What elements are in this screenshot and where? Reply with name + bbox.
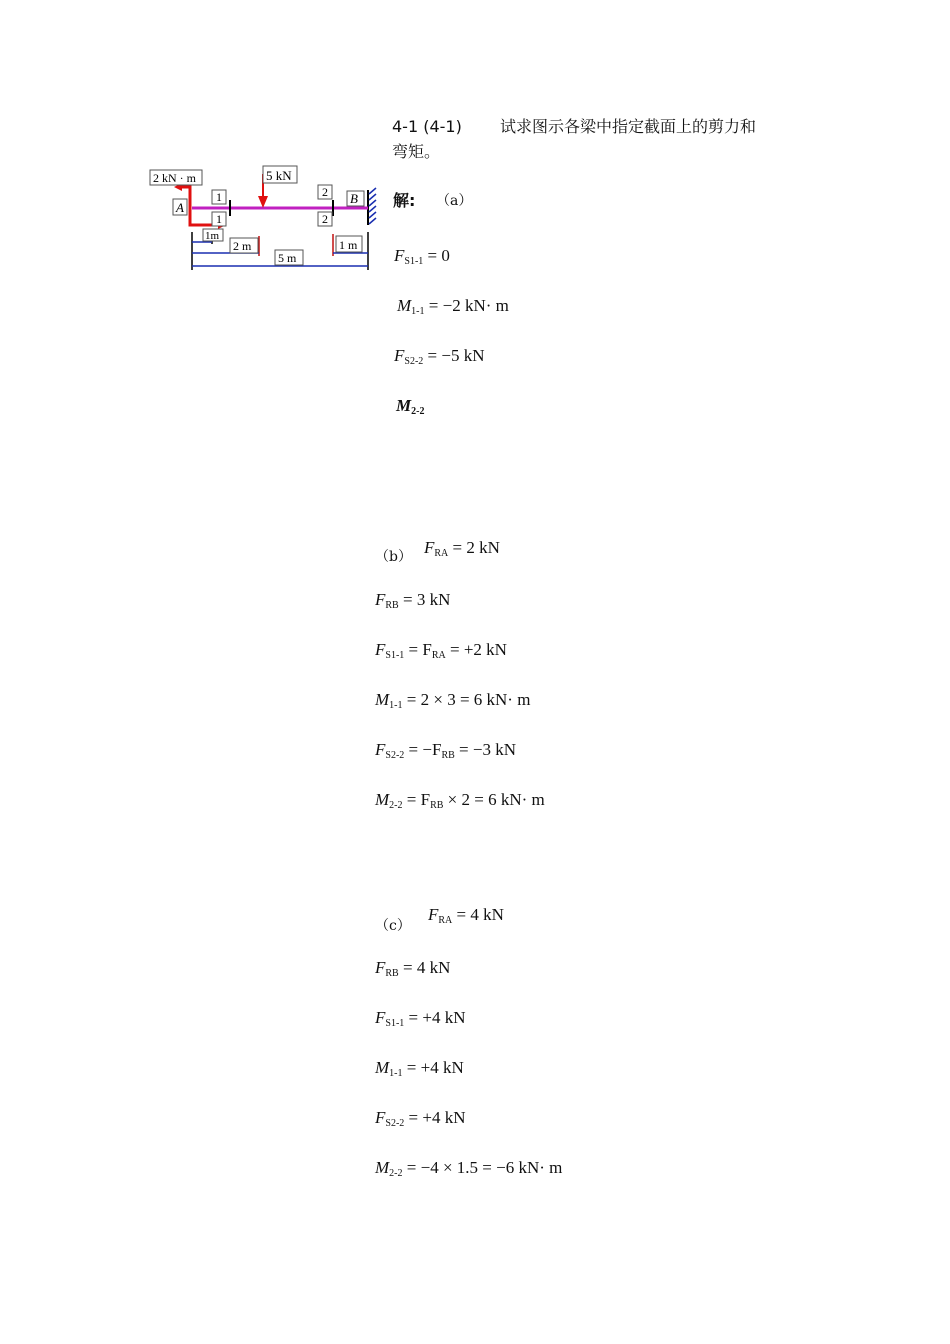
eq-b-2: $F_{RB} = 3$ kN xyxy=(375,590,451,611)
solution-heading: 解: xyxy=(393,191,416,210)
moment-label: 2 kN · m xyxy=(153,171,196,185)
dim-1m-right: 1 m xyxy=(339,238,358,252)
point-b-label: B xyxy=(350,191,358,206)
solution-a-label: （a） xyxy=(436,193,473,209)
solution-c-label: （c） xyxy=(375,918,411,934)
point-a-label: A xyxy=(176,200,184,215)
section-2-bottom-label: 2 xyxy=(322,212,328,226)
eq-b-1: $F_{RA} = 2$ kN xyxy=(424,538,500,559)
dim-2m: 2 m xyxy=(233,239,252,253)
dim-5m: 5 m xyxy=(278,251,297,265)
eq-c-2: $F_{RB} = 4$ kN xyxy=(375,958,451,979)
dim-1m-left: 1m xyxy=(205,230,220,242)
section-2-top-label: 2 xyxy=(322,185,328,199)
eq-b-6: $M_{2-2} = F_{RB} \times 2 = 6$ kN· m xyxy=(375,790,545,811)
wall-hatch xyxy=(369,188,376,224)
force-label: 5 kN xyxy=(266,168,292,183)
eq-a-2: $M_{1-1} = -2$ kN· m xyxy=(397,296,509,317)
beam-diagram xyxy=(140,160,385,275)
eq-a-4: $M_{2-2}$ xyxy=(396,396,425,417)
eq-c-3: $F_{S1-1} = +4$ kN xyxy=(375,1008,466,1029)
section-1-bottom-label: 1 xyxy=(216,212,222,226)
eq-a-1: $F_{S1-1} = 0$ xyxy=(394,246,450,267)
eq-b-4: $M_{1-1} = 2 \times 3 = 6$ kN· m xyxy=(375,690,531,711)
force-arrowhead xyxy=(258,196,268,208)
problem-number: 4-1 (4-1) xyxy=(392,117,462,136)
problem-text-line1: 试求图示各梁中指定截面上的剪力和 xyxy=(500,117,757,136)
problem-text-line2: 弯矩。 xyxy=(392,142,441,161)
eq-c-4: $M_{1-1} = +4$ kN xyxy=(375,1058,464,1079)
solution-b-label: （b） xyxy=(375,549,412,565)
eq-b-5: $F_{S2-2} = -F_{RB} = -3$ kN xyxy=(375,740,516,761)
section-1-top-label: 1 xyxy=(216,190,222,204)
eq-a-3: $F_{S2-2} = -5$ kN xyxy=(394,346,485,367)
eq-c-6: $M_{2-2} = -4 \times 1.5 = -6$ kN· m xyxy=(375,1158,563,1179)
eq-c-1: $F_{RA} = 4$ kN xyxy=(428,905,504,926)
eq-b-3: $F_{S1-1} = F_{RA} = +2$ kN xyxy=(375,640,507,661)
eq-c-5: $F_{S2-2} = +4$ kN xyxy=(375,1108,466,1129)
